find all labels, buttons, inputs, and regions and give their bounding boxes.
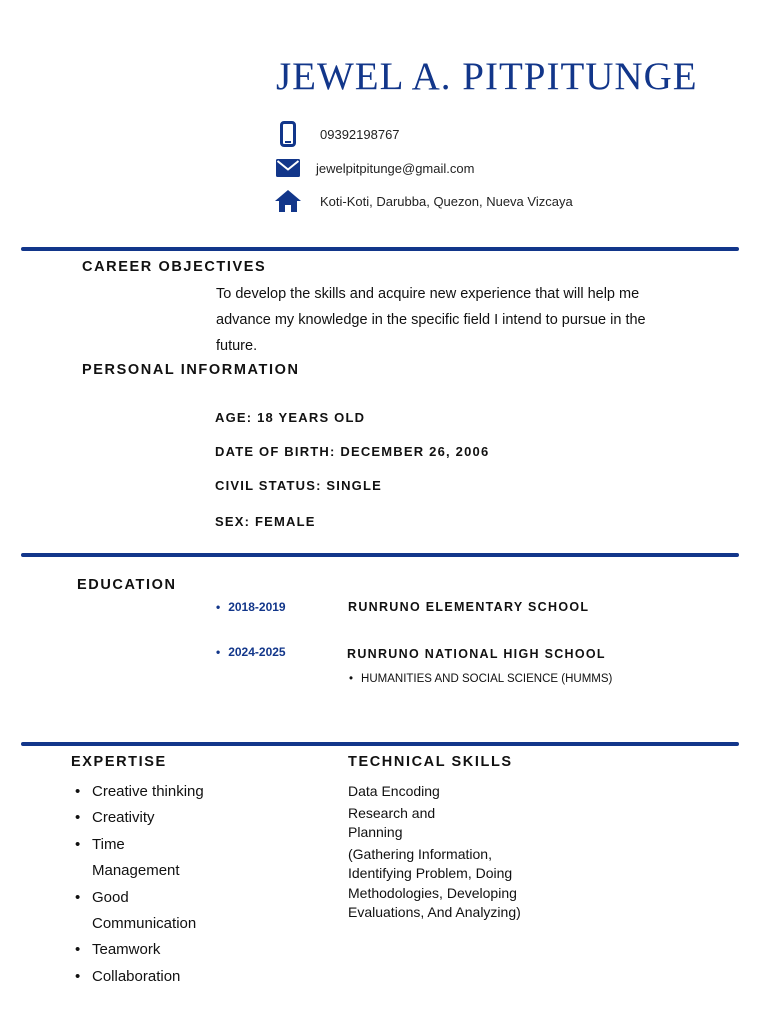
school-name: RUNRUNO ELEMENTARY SCHOOL bbox=[348, 600, 590, 614]
technical-skills-heading: TECHNICAL SKILLS bbox=[348, 754, 513, 770]
home-icon bbox=[274, 188, 302, 214]
career-line: future. bbox=[216, 338, 258, 354]
list-item: • Collaboration bbox=[70, 964, 204, 990]
phone-number: 09392198767 bbox=[320, 126, 400, 142]
list-item: • Creativity bbox=[70, 805, 204, 831]
list-item-continuation: Communication bbox=[92, 915, 197, 933]
section-divider bbox=[21, 247, 739, 251]
list-item: • Creative thinking bbox=[70, 779, 204, 805]
list-item: • Teamwork bbox=[70, 937, 204, 963]
list-item-continuation: Management bbox=[92, 862, 180, 880]
phone-icon bbox=[274, 121, 302, 147]
date-of-birth-field: DATE OF BIRTH: DECEMBER 26, 2006 bbox=[215, 444, 490, 459]
career-line: advance my knowledge in the specific field I intend to pursue in the bbox=[216, 312, 646, 328]
civil-status-field: CIVIL STATUS: SINGLE bbox=[215, 478, 383, 493]
expertise-heading: EXPERTISE bbox=[71, 754, 167, 770]
contact-email bbox=[274, 155, 474, 181]
skill-line: Methodologies, Developing bbox=[348, 884, 517, 901]
career-line: To develop the skills and acquire new experience that will help me bbox=[216, 286, 640, 302]
home-address: Koti-Koti, Darubba, Quezon, Nueva Vizcaya bbox=[320, 193, 573, 209]
section-divider bbox=[21, 742, 739, 746]
expertise-list bbox=[70, 779, 204, 990]
sex-field: SEX: FEMALE bbox=[215, 514, 316, 529]
envelope-icon bbox=[274, 155, 302, 181]
education-years: • 2024-2025 bbox=[216, 645, 286, 659]
strand-item: • HUMANITIES AND SOCIAL SCIENCE (HUMMS) bbox=[349, 673, 612, 685]
skill-line: Identifying Problem, Doing bbox=[348, 865, 513, 881]
resume-name: JEWEL A. PITPITUNGE bbox=[276, 55, 698, 98]
contact-address bbox=[274, 188, 573, 214]
section-divider bbox=[21, 553, 739, 557]
skill-line: (Gathering Information, bbox=[348, 845, 492, 862]
education-heading: EDUCATION bbox=[77, 577, 177, 593]
skill-line: Research and bbox=[348, 804, 436, 821]
school-name: RUNRUNO NATIONAL HIGH SCHOOL bbox=[347, 647, 606, 661]
career-objectives-text bbox=[216, 281, 736, 359]
list-item: • Time bbox=[70, 832, 204, 858]
education-years: • 2018-2019 bbox=[216, 600, 286, 614]
contact-phone bbox=[274, 121, 400, 147]
email-address: jewelpitpitunge@gmail.com bbox=[316, 160, 475, 176]
age-field: AGE: 18 YEARS OLD bbox=[215, 410, 366, 425]
skill-line: Planning bbox=[348, 824, 403, 840]
skill-line: Evaluations, And Analyzing) bbox=[348, 904, 521, 920]
career-objectives-heading: CAREER OBJECTIVES bbox=[82, 259, 267, 275]
skill-line: Data Encoding bbox=[348, 783, 440, 799]
list-item: • Good bbox=[70, 885, 204, 911]
personal-information-heading: PERSONAL INFORMATION bbox=[82, 362, 300, 378]
technical-skills-list bbox=[348, 782, 521, 923]
